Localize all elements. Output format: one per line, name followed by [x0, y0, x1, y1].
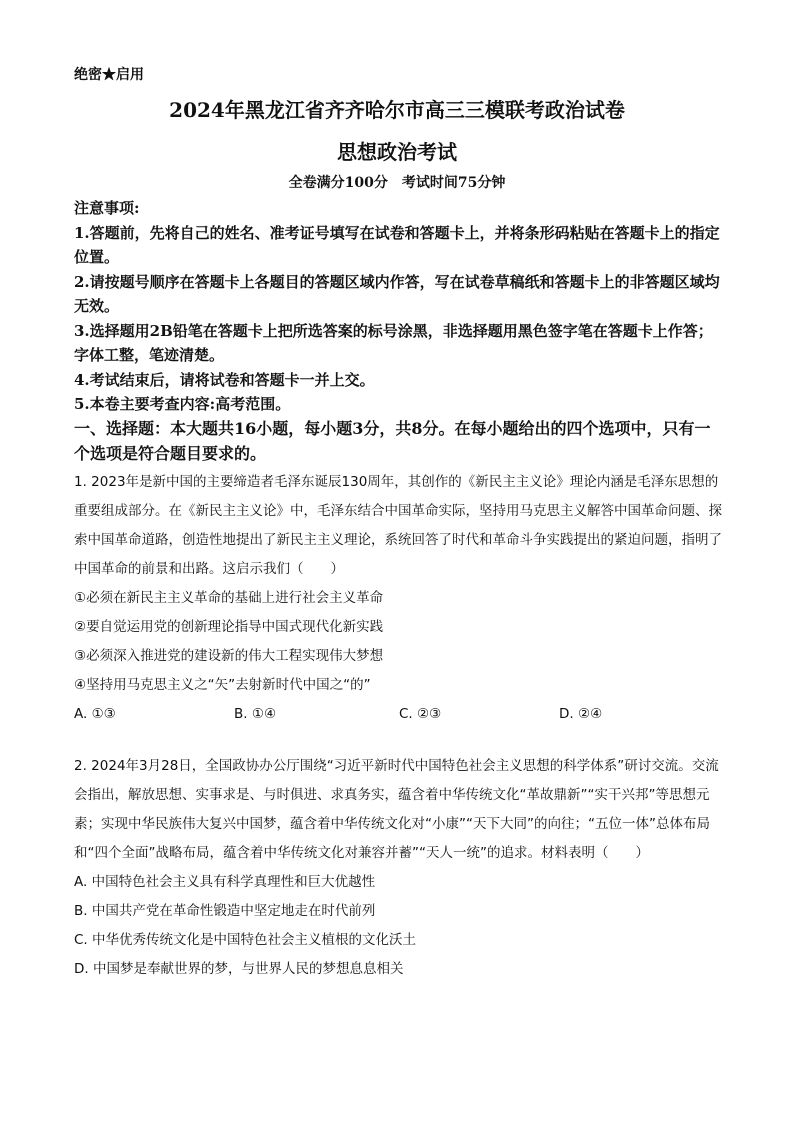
- option-c: C. 中华优秀传统文化是中国特色社会主义植根的文化沃土: [74, 932, 417, 948]
- statement: ③必须深入推进党的建设新的伟大工程实现伟大梦想: [74, 648, 384, 664]
- statement: ②要自觉运用党的创新理论指导中国式现代化新实践: [74, 619, 384, 635]
- option-d: D. 中国梦是奉献世界的梦，与世界人民的梦想息息相关: [74, 961, 404, 977]
- section-heading: 一、选择题：本大题共16小题，每小题3分，共8分。在每小题给出的四个选项中，只有一个选项是符合题目要求的。: [74, 419, 711, 463]
- option-b: B. ①④: [234, 706, 277, 722]
- question-2: [74, 752, 722, 984]
- exam-title: 2024年黑龙江省齐齐哈尔市高三三模联考政治试卷: [169, 98, 625, 122]
- question-1: [74, 468, 722, 729]
- note-item: 1.答题前，先将自己的姓名、准考证号填写在试卷和答题卡上，并将条形码粘贴在答题卡上的指定位置。: [74, 223, 720, 266]
- notes-section: [74, 196, 722, 417]
- question-stem: 1. 2023年是新中国的主要缔造者毛泽东诞辰130周年，其创作的《新民主主义论》理论内涵是毛泽东思想的重要组成部分。在《新民主主义论》中，毛泽东结合中国革命实际，坚持用马克思主义解答中国革命问题、探索中国革命道路，创造性地提出了新民主主义理论，系统回答了时代和革命斗争实践提出的紧迫问题，指明了中国革命的前景和出路。这启示我们（ ）: [74, 474, 722, 577]
- option-a: A. ①③: [74, 706, 116, 722]
- notes-heading: 注意事项:: [74, 199, 140, 217]
- exam-subtitle: 思想政治考试: [337, 140, 457, 164]
- option-d: D. ②④: [559, 706, 603, 722]
- secret-label: 绝密★启用: [74, 67, 144, 83]
- option-c: C. ②③: [399, 706, 442, 722]
- statement: ④坚持用马克思主义之“矢”去射新时代中国之“的”: [74, 677, 371, 693]
- note-item: 5.本卷主要考查内容:高考范围。: [74, 395, 291, 413]
- option-a: A. 中国特色社会主义具有科学真理性和巨大优越性: [74, 874, 376, 890]
- note-item: 4.考试结束后，请将试卷和答题卡一并上交。: [74, 370, 375, 389]
- note-item: 3.选择题用2B铅笔在答题卡上把所选答案的标号涂黑，非选择题用黑色签字笔在答题卡上作答；字体工整，笔迹清楚。: [74, 321, 713, 364]
- question-stem: 2. 2024年3月28日，全国政协办公厅围绕“习近平新时代中国特色社会主义思想的科学体系”研讨交流。交流会指出，解放思想、实事求是、与时俱进、求真务实，蕴含着中华传统文化“革故鼎新”“实干兴邦”等思想元素；实现中华民族伟大复兴中国梦，蕴含着中华传统文化对“小康”“天下大同”的向往；“五位一体”总体布局和“四个全面”战略布局，蕴含着中华传统文化对兼容并蓄”“天人一统”的追求。材料表明（ ）: [74, 758, 719, 861]
- statement: ①必须在新民主主义革命的基础上进行社会主义革命: [74, 590, 384, 606]
- option-b: B. 中国共产党在革命性锻造中坚定地走在时代前列: [74, 903, 376, 919]
- options-row: [74, 700, 722, 729]
- note-item: 2.请按题号顺序在答题卡上各题目的答题区域内作答，写在试卷草稿纸和答题卡上的非答题区域均无效。: [74, 272, 720, 315]
- score-time: 全卷满分100分 考试时间75分钟: [288, 175, 506, 191]
